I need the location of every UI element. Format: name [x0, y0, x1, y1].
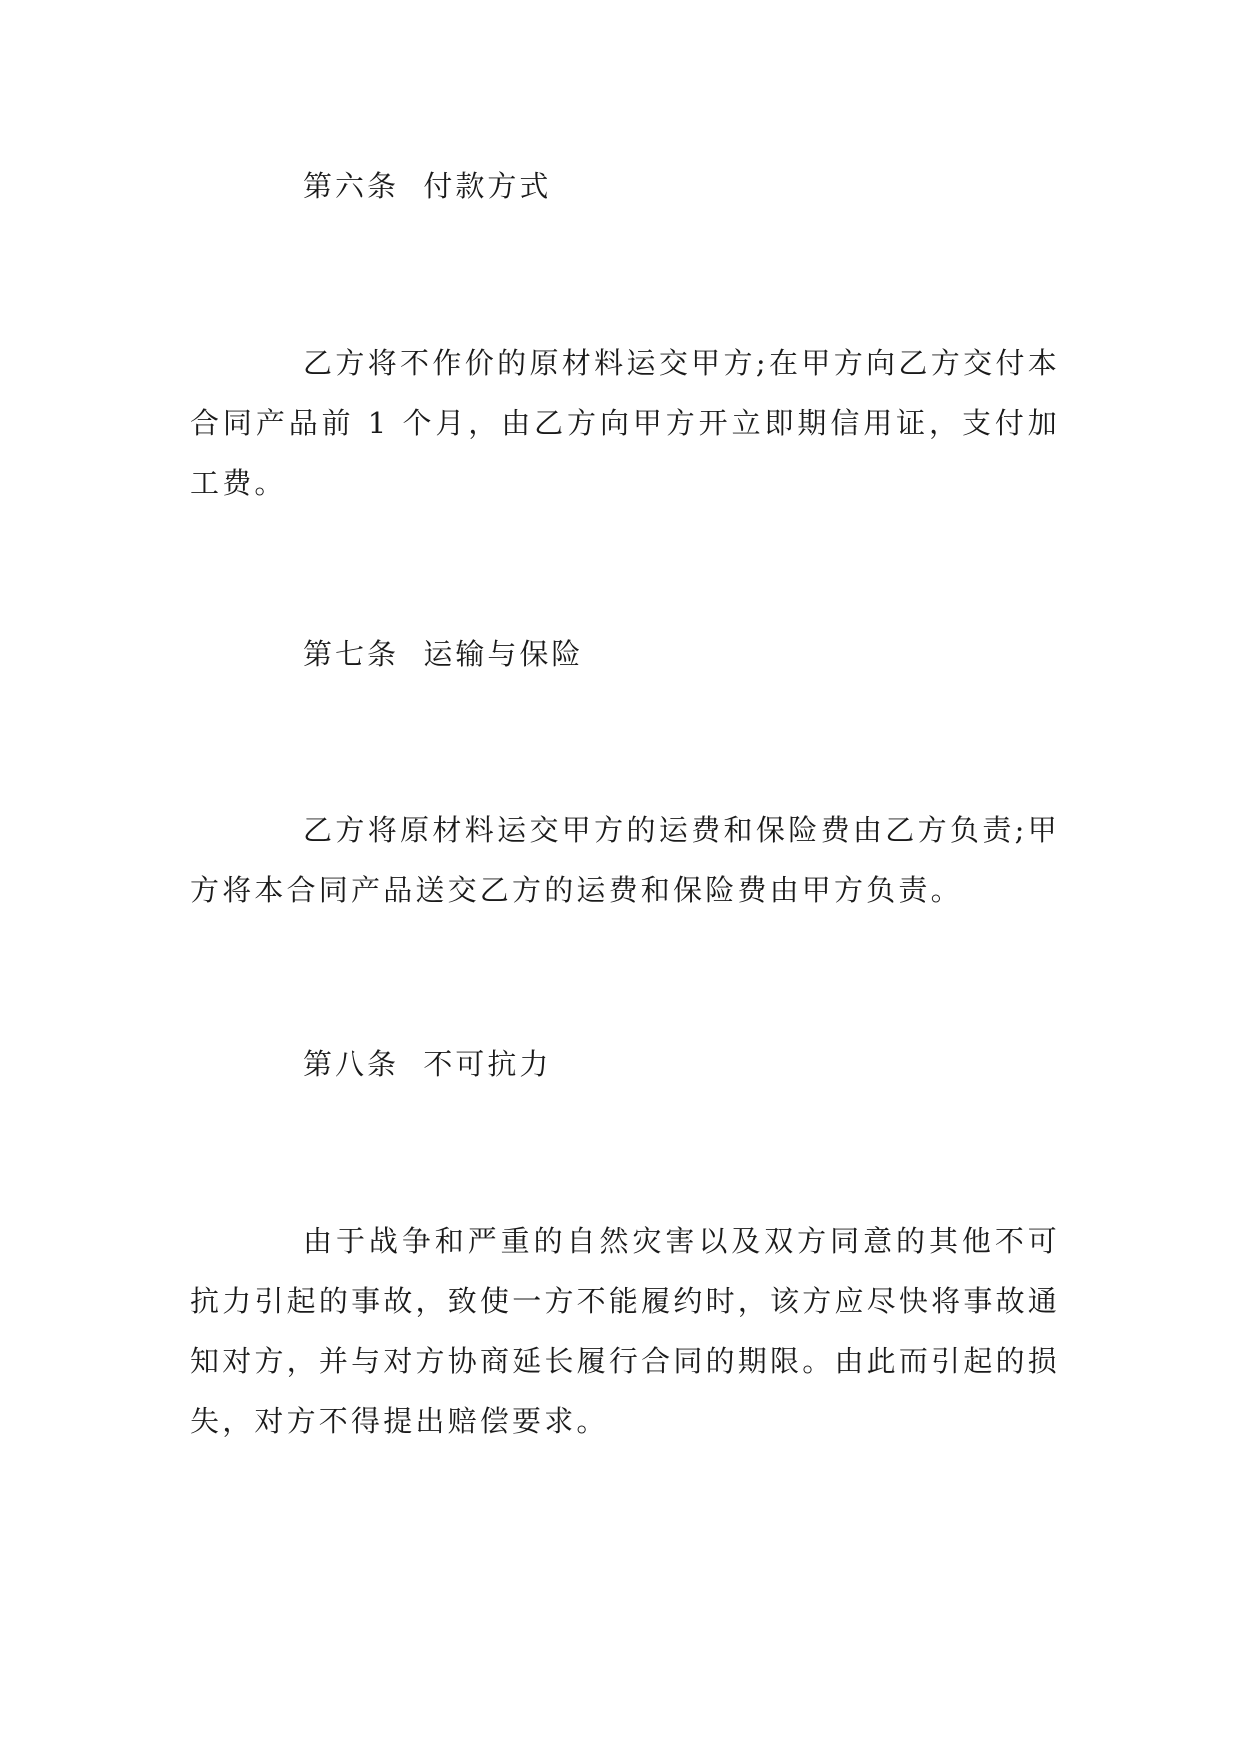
section-heading-article-6: 第六条 付款方式 [303, 169, 552, 203]
section-heading-article-7: 第七条 运输与保险 [303, 637, 584, 671]
section-body-article-7: 乙方将原材料运交甲方的运费和保险费由乙方负责;甲方将本合同产品送交乙方的运费和保险费由甲方负责。 [190, 813, 1060, 907]
section-body-article-6: 乙方将不作价的原材料运交甲方;在甲方向乙方交付本合同产品前 1 个月，由乙方向甲方开立即期信用证，支付加工费。 [190, 346, 1060, 500]
section-body-article-8: 由于战争和严重的自然灾害以及双方同意的其他不可抗力引起的事故，致使一方不能履约时，该方应尽快将事故通知对方，并与对方协商延长履行合同的期限。由此而引起的损失，对方不得提出赔偿要求。 [190, 1224, 1060, 1438]
section-heading-article-8: 第八条 不可抗力 [303, 1047, 552, 1081]
